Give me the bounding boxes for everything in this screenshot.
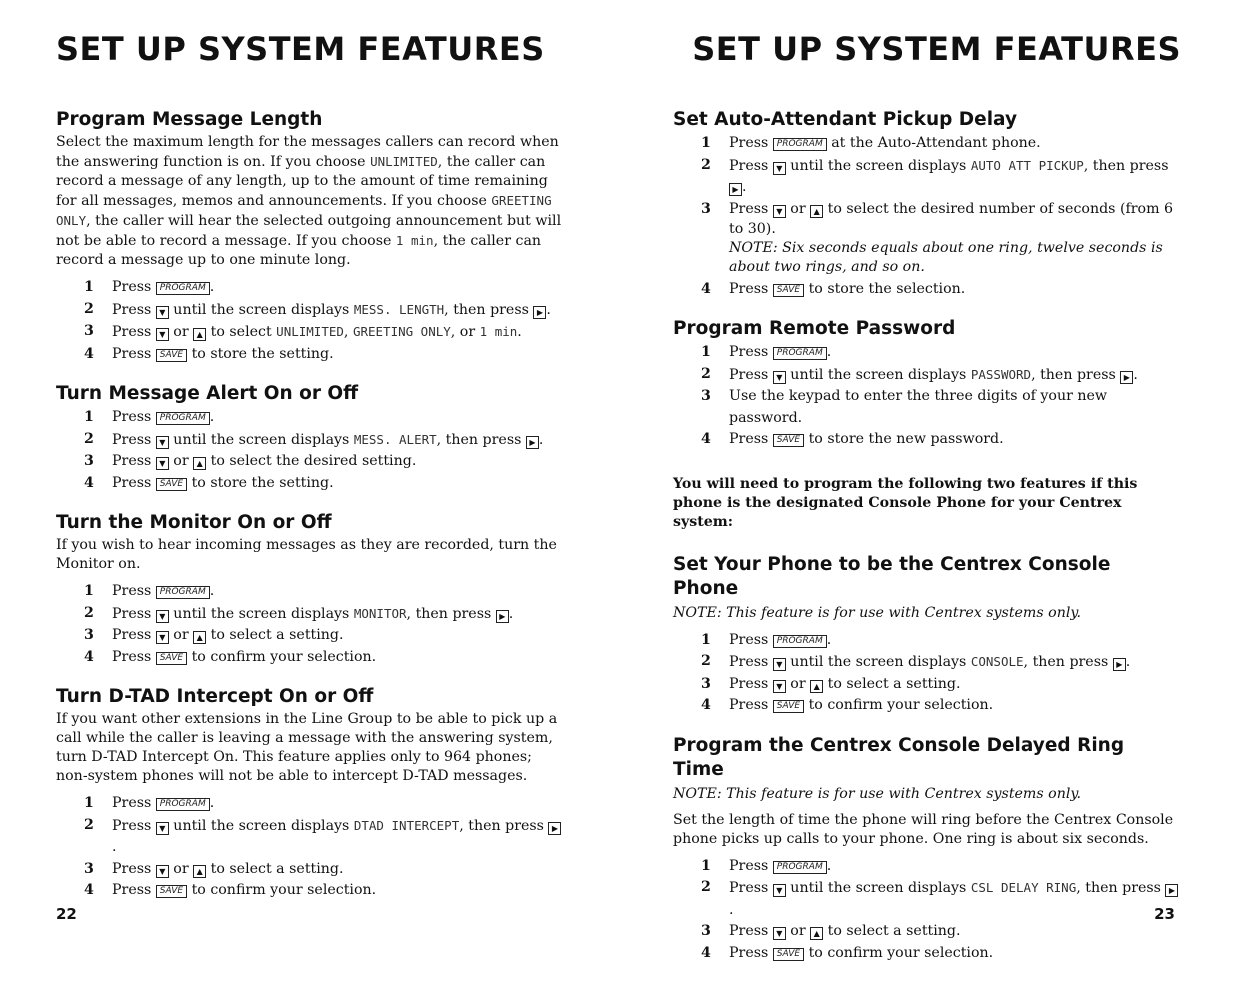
section-heading: Program Message Length: [56, 109, 323, 130]
right-arrow-icon: ▶: [1120, 371, 1133, 384]
right-content: [673, 108, 1181, 981]
up-arrow-icon: ▲: [193, 457, 206, 470]
step-4: 4 Press SAVE to confirm your selection.: [84, 882, 377, 898]
steps-list: [673, 630, 1181, 717]
steps-list: [673, 342, 1181, 451]
save-key-icon: SAVE: [773, 700, 804, 713]
step-2: 2 Press ▼ until the screen displays DTAD INTERCEPT, then press ▶.: [56, 815, 564, 859]
step-2: 2 Press ▼ until the screen displays CONSOLE, then press ▶ .: [701, 653, 1131, 670]
down-arrow-icon: ▼: [156, 328, 169, 341]
section-monitor: [56, 511, 564, 668]
steps-list: [673, 133, 1181, 300]
right-page: [673, 0, 1181, 961]
down-arrow-icon: ▼: [773, 884, 786, 897]
program-key-icon: PROGRAM: [156, 412, 210, 425]
section-heading: Set Your Phone to be the Centrex Console Phone: [673, 553, 1111, 599]
down-arrow-icon: ▼: [156, 306, 169, 319]
console-intro: You will need to program the following two features if this phone is the designated Console Phone for your Centrex system:: [673, 475, 1138, 530]
step-1: 1 Press PROGRAM at the Auto-Attendant phone.: [701, 135, 1041, 151]
program-key-icon: PROGRAM: [156, 282, 210, 295]
section-note: NOTE: This feature is for use with Centrex systems only.: [673, 785, 1082, 802]
section-centrex-console: [673, 553, 1181, 717]
down-arrow-icon: ▼: [773, 658, 786, 671]
left-content: [56, 108, 564, 919]
step-3: 3 Press ▼ or ▲ to select a setting.: [84, 860, 344, 877]
step-3: 3 Press ▼ or ▲ to select the desired setting.: [84, 453, 417, 469]
step-4: 4 Press SAVE to confirm your selection.: [701, 944, 994, 961]
save-key-icon: SAVE: [773, 434, 804, 447]
steps-list: [56, 793, 564, 902]
program-key-icon: PROGRAM: [773, 138, 827, 151]
up-arrow-icon: ▲: [810, 205, 823, 218]
up-arrow-icon: ▲: [810, 680, 823, 693]
step-note: NOTE: Six seconds equals about one ring, twelve seconds is about two rings, and so on.: [729, 239, 1163, 275]
step-3: 3 Use the keypad to enter the three digits of your new password.: [701, 388, 1108, 426]
step-2: 2 Press ▼ until the screen displays MESS. ALERT, then press ▶ .: [84, 430, 544, 448]
step-1: 1 Press PROGRAM .: [84, 409, 215, 425]
section-intro: If you wish to hear incoming messages as they are recorded, turn the Monitor on.: [56, 537, 557, 572]
section-intro: Set the length of time the phone will ring before the Centrex Console phone picks up calls to your phone. One ring is about six seconds.: [673, 811, 1174, 847]
page-number: 22: [56, 905, 77, 923]
step-4: 4 Press SAVE to store the setting.: [84, 345, 334, 362]
step-2: 2 Press ▼ until the screen displays AUTO ATT PICKUP, then press ▶ .: [701, 156, 1169, 195]
right-arrow-icon: ▶: [533, 306, 546, 319]
steps-list: [56, 581, 564, 668]
section-auto-attendant-delay: [673, 108, 1181, 300]
step-4: 4 Press SAVE to store the new password.: [701, 431, 1004, 447]
section-intro: If you want other extensions in the Line Group to be able to pick up a call while the caller is leaving a message with the answering system, turn D-TAD Intercept On. This feature applies only to 964 phones; non-system phones will not be able to intercept D-TAD messages.: [56, 711, 558, 784]
program-key-icon: PROGRAM: [156, 586, 210, 599]
steps-list: [56, 407, 564, 494]
step-2: 2 Press ▼ until the screen displays MESS. LENGTH, then press ▶ .: [84, 300, 551, 318]
section-heading: Program the Centrex Console Delayed Ring Time: [673, 734, 1125, 780]
right-arrow-icon: ▶: [548, 822, 561, 835]
step-1: 1 Press PROGRAM .: [84, 583, 215, 599]
down-arrow-icon: ▼: [773, 162, 786, 175]
down-arrow-icon: ▼: [773, 371, 786, 384]
step-3: 3 Press ▼ or ▲ to select a setting.: [701, 923, 961, 939]
right-arrow-icon: ▶: [729, 183, 742, 196]
section-note: NOTE: This feature is for use with Centrex systems only.: [673, 604, 1082, 621]
up-arrow-icon: ▲: [193, 631, 206, 644]
down-arrow-icon: ▼: [156, 865, 169, 878]
down-arrow-icon: ▼: [773, 680, 786, 693]
section-remote-password: [673, 317, 1181, 451]
section-message-alert: [56, 382, 564, 494]
page-number: 23: [1154, 905, 1175, 923]
section-program-message-length: [56, 108, 564, 365]
section-centrex-ring-time: [673, 734, 1181, 965]
step-4: 4 Press SAVE to store the selection.: [701, 280, 966, 297]
step-4: 4 Press SAVE to store the setting.: [84, 474, 334, 491]
steps-list: [673, 856, 1181, 965]
up-arrow-icon: ▲: [193, 865, 206, 878]
save-key-icon: SAVE: [773, 948, 804, 961]
step-2: 2 Press ▼ until the screen displays PASSWORD, then press ▶ .: [701, 365, 1138, 383]
right-arrow-icon: ▶: [526, 436, 539, 449]
step-1: 1 Press PROGRAM .: [84, 795, 215, 811]
step-4: 4 Press SAVE to confirm your selection.: [701, 697, 994, 713]
section-intro: Select the maximum length for the messages callers can record when the answering function is on. If you choose UNLIMITED, the caller can record a message of any length, up to the amount of time remaining for all messages, memos and announcements. If you choose GREETING ONLY, the caller will hear the selected outgoing announcement but will not be able to record a message. If you choose 1 min, the caller can record a message up to one minute long.: [56, 134, 562, 268]
save-key-icon: SAVE: [156, 478, 187, 491]
section-heading: Set Auto-Attendant Pickup Delay: [673, 109, 1018, 130]
down-arrow-icon: ▼: [156, 436, 169, 449]
down-arrow-icon: ▼: [156, 822, 169, 835]
down-arrow-icon: ▼: [773, 927, 786, 940]
step-4: 4 Press SAVE to confirm your selection.: [84, 648, 377, 665]
program-key-icon: PROGRAM: [773, 347, 827, 360]
section-heading: Turn D-TAD Intercept On or Off: [56, 686, 374, 707]
right-arrow-icon: ▶: [1113, 658, 1126, 671]
down-arrow-icon: ▼: [156, 457, 169, 470]
step-3: 3 Press ▼ or ▲ to select a setting.: [84, 627, 344, 643]
section-heading: Turn the Monitor On or Off: [56, 512, 332, 533]
right-arrow-icon: ▶: [1165, 884, 1178, 897]
down-arrow-icon: ▼: [156, 610, 169, 623]
step-2: 2 Press ▼ until the screen displays MONITOR, then press ▶ .: [84, 604, 514, 622]
step-3: 3 Press ▼ or ▲ to select UNLIMITED, GREETING ONLY, or 1 min.: [84, 323, 522, 340]
section-dtad-intercept: [56, 685, 564, 902]
step-3: 3 Press ▼ or ▲ to select a setting.: [701, 675, 961, 692]
page-title: SET UP SYSTEM FEATURES: [692, 30, 1181, 68]
program-key-icon: PROGRAM: [773, 861, 827, 874]
program-key-icon: PROGRAM: [156, 798, 210, 811]
right-arrow-icon: ▶: [496, 610, 509, 623]
down-arrow-icon: ▼: [773, 205, 786, 218]
step-2: 2 Press ▼ until the screen displays CSL DELAY RING, then press ▶.: [673, 877, 1181, 921]
save-key-icon: SAVE: [156, 349, 187, 362]
save-key-icon: SAVE: [156, 652, 187, 665]
step-1: 1 Press PROGRAM .: [701, 857, 832, 874]
section-heading: Program Remote Password: [673, 318, 956, 339]
up-arrow-icon: ▲: [193, 328, 206, 341]
save-key-icon: SAVE: [773, 284, 804, 297]
program-key-icon: PROGRAM: [773, 635, 827, 648]
left-page: [56, 0, 564, 954]
down-arrow-icon: ▼: [156, 631, 169, 644]
page-title: SET UP SYSTEM FEATURES: [56, 30, 545, 68]
step-1: 1 Press PROGRAM .: [701, 344, 832, 360]
step-3: 3 Press ▼ or ▲ to select the desired number of seconds (from 6 to 30). NOTE: Six seconds equals about one ring, twelve seconds is about two rings, and so on.: [673, 199, 1181, 277]
save-key-icon: SAVE: [156, 885, 187, 898]
step-1: 1 Press PROGRAM .: [701, 631, 832, 648]
step-1: 1 Press PROGRAM .: [84, 279, 215, 295]
section-heading: Turn Message Alert On or Off: [56, 383, 359, 404]
steps-list: [56, 277, 564, 365]
up-arrow-icon: ▲: [810, 927, 823, 940]
